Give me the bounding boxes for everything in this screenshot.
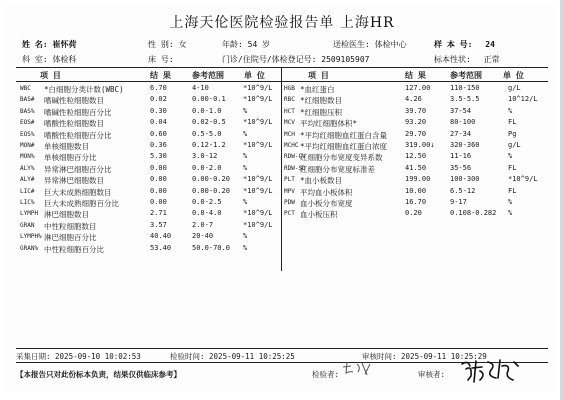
item-range: 9-17 (450, 198, 467, 206)
item-name: 巨大未成熟细胞数目 (44, 187, 112, 197)
item-name: *血小板数目 (300, 176, 343, 186)
item-result: 4.26 (405, 95, 422, 104)
item-unit: % (243, 163, 248, 172)
item-range: 0.00-0.1 (192, 95, 226, 104)
item-name: *血红蛋白 (300, 85, 335, 94)
item-result: 127.00 (405, 84, 431, 92)
item-unit: g/L (508, 141, 521, 149)
item-range: 2.0-7 (192, 220, 214, 229)
item-unit: 10^12/L (508, 95, 538, 104)
item-result: 2.71 (150, 209, 167, 218)
dept-label: 科 室: (22, 55, 48, 64)
item-range: 100-300 (450, 175, 480, 184)
result-row (0, 187, 564, 198)
item-unit: *10^9/L (243, 141, 273, 149)
sex-label: 性 别: (148, 40, 174, 49)
item-name: 红细胞分布宽度变异系数 (300, 153, 383, 163)
item-name: 平均红细胞体积* (300, 119, 358, 129)
item-result: 93.20 (405, 118, 427, 127)
item-unit: % (243, 106, 248, 115)
footer-top-line (16, 348, 548, 349)
item-code: EOS# (20, 119, 35, 127)
item-code: ALY% (20, 164, 35, 172)
item-result: 0.04 (150, 118, 167, 127)
item-range: 37-54 (450, 106, 472, 115)
result-row (0, 130, 564, 141)
item-code: LIC% (20, 199, 35, 206)
item-name: *白细胞分类计数(WBC) (44, 85, 124, 94)
item-code: BAS# (20, 96, 35, 104)
report-note: 【本报告只对此份标本负责，结果仅供临床参考】 (16, 370, 181, 379)
item-result: 10.00 (405, 186, 427, 195)
item-range: 0.00-0.20 (192, 175, 230, 184)
audit-time-label: 审核时间: (362, 352, 397, 361)
item-unit: % (243, 243, 248, 252)
item-result: 0.00 (150, 175, 167, 184)
item-unit: *10^9/L (508, 175, 538, 184)
sample-no-value: 24 (485, 40, 495, 49)
tester-label: 检验者: (312, 370, 340, 379)
item-result: 39.70 (405, 106, 427, 115)
patient-age: 54 岁 (247, 40, 271, 49)
item-result: 0.00 (150, 186, 167, 195)
sex-field (148, 39, 186, 50)
item-unit: *10^9/L (243, 95, 273, 104)
item-unit: *10^9/L (243, 209, 273, 218)
result-row (0, 209, 564, 220)
auditor-signature (458, 356, 524, 386)
receive-value: 2025-09-11 10:25:25 (209, 352, 295, 361)
item-name: 单核细胞数目 (44, 142, 89, 151)
item-result: 12.50 (405, 152, 427, 161)
item-range: 0.02-0.5 (192, 118, 226, 127)
right-header-range: 参考范围 (450, 71, 482, 80)
item-result: 0.00 (150, 198, 167, 206)
sample-prop-value: 正常 (483, 55, 500, 64)
item-result: 199.00 (405, 175, 431, 184)
result-row (0, 141, 564, 152)
item-result: 40.40 (150, 232, 172, 241)
result-row (0, 244, 564, 255)
item-range: 0.0-2.5 (192, 198, 222, 206)
item-unit: % (243, 152, 248, 161)
item-name: 平均血小板体积 (300, 187, 353, 197)
item-result: 16.70 (405, 198, 427, 206)
right-header-result: 结 果 (405, 71, 426, 80)
patient-sex: 女 (178, 40, 187, 49)
item-code: RBC (284, 96, 295, 104)
bed-label: 床 号: (148, 55, 174, 64)
receive-label: 检验时间: (170, 352, 205, 361)
doctor-field (333, 39, 407, 50)
item-name: 中性粒细胞百分比 (44, 244, 104, 254)
table-top-line (16, 67, 548, 68)
left-header-range: 参考范围 (192, 71, 224, 80)
item-result: 53.40 (150, 243, 172, 252)
doctor-label: 送检医生: (333, 40, 370, 49)
item-range: 11-16 (450, 152, 472, 161)
item-range: 35-56 (450, 163, 472, 172)
dept-value: 体检科 (52, 55, 77, 64)
receive-field (170, 351, 295, 362)
result-row (0, 221, 564, 232)
item-range: 0.0-1.0 (192, 106, 222, 115)
item-range: 27-34 (450, 129, 472, 138)
collect-field (16, 351, 141, 362)
item-unit: *10^9/L (243, 220, 273, 229)
result-row (0, 152, 564, 163)
item-name: 血小板压积 (300, 210, 338, 220)
item-result: 0.20 (405, 209, 422, 218)
item-unit: FL (508, 163, 517, 172)
result-row (0, 84, 564, 95)
audit-time-value: 2025-09-11 10:25:29 (401, 352, 487, 361)
item-code: PLT (284, 176, 295, 184)
item-name: 嗜酸性粒细胞百分比 (44, 130, 112, 140)
item-name: 异常淋巴细胞百分比 (44, 164, 112, 174)
item-name: 巨大未成熟细胞百分比 (44, 199, 119, 208)
item-result: 3.57 (150, 220, 167, 229)
age-label: 年龄: (222, 40, 243, 49)
patient-name: 崔怀荷 (52, 40, 77, 49)
item-unit: *10^9/L (243, 84, 273, 92)
item-unit: % (243, 198, 248, 206)
item-range: 80-100 (450, 118, 476, 127)
item-code: GRAN% (20, 244, 39, 252)
item-name: *平均红细胞血红蛋白浓度 (300, 142, 388, 151)
item-unit: FL (508, 118, 517, 127)
item-range: 110-150 (450, 84, 480, 92)
sample-no-field (434, 39, 495, 50)
name-label: 姓 名: (22, 40, 48, 49)
item-range: 6.5-12 (450, 186, 476, 195)
item-unit: FL (508, 186, 517, 195)
report-title: 上海天伦医院检验报告单 上海HR (169, 15, 395, 31)
collect-label: 采集日期: (16, 352, 51, 361)
bed-field (148, 54, 174, 65)
item-name: *红细胞数目 (300, 96, 343, 106)
item-unit: % (243, 232, 248, 241)
item-unit: *10^9/L (243, 186, 273, 195)
result-row (0, 198, 564, 209)
result-row (0, 95, 564, 106)
item-name: *红细胞压积 (300, 107, 343, 117)
table-header-line (16, 81, 548, 82)
item-range: 0.0-2.0 (192, 163, 222, 172)
item-name: 异常淋巴细胞数目 (44, 176, 104, 186)
item-code: ALY# (20, 176, 35, 184)
item-name: *平均红细胞血红蛋白含量 (300, 130, 388, 140)
item-name: 嗜碱性粒细胞百分比 (44, 107, 112, 117)
item-result: 41.50 (405, 163, 427, 172)
item-code: HGB (284, 85, 295, 92)
item-range: 0.12-1.2 (192, 141, 226, 149)
name-field (22, 39, 76, 50)
item-name: 嗜碱性粒细胞数目 (44, 96, 104, 106)
item-code: WBC (20, 85, 31, 92)
sample-prop-field (434, 54, 500, 65)
item-code: LYMPH (20, 210, 39, 218)
item-unit: % (508, 152, 513, 161)
item-name: 血小板分布宽度 (300, 199, 353, 208)
item-code: MCHC (284, 142, 299, 149)
doctor-value: 体检中心 (374, 40, 407, 49)
item-unit: *10^9/L (243, 118, 273, 127)
item-range: 0.5-5.0 (192, 129, 222, 138)
result-row (0, 175, 564, 186)
reg-value: 2509105907 (321, 55, 370, 64)
item-name: 淋巴细胞百分比 (44, 233, 97, 243)
item-code: PCT (284, 210, 295, 218)
item-code: RDW-CV (284, 153, 306, 161)
auditor-label: 审核者: (418, 370, 446, 379)
item-code: EOS% (20, 130, 35, 138)
reg-label: 门诊/住院号/体检登记号: (222, 55, 317, 64)
item-code: MPV (284, 187, 295, 195)
item-result: 0.02 (150, 95, 167, 104)
collect-value: 2025-09-10 10:02:53 (55, 352, 141, 361)
age-field (222, 39, 270, 50)
item-name: 中性粒细胞数目 (44, 221, 97, 231)
item-code: GRAN (20, 221, 35, 229)
item-range: 3.0-12 (192, 152, 218, 161)
item-unit: *10^9/L (243, 175, 273, 184)
sample-prop-label: 标本性状: (434, 55, 471, 64)
item-code: HCT (284, 107, 295, 115)
item-range: 50.0-70.0 (192, 243, 230, 252)
item-range: 0.00-0.20 (192, 186, 230, 195)
item-name: 淋巴细胞数目 (44, 210, 89, 220)
item-result: 5.30 (150, 152, 167, 161)
item-unit: Pg (508, 129, 517, 138)
item-name: 嗜酸性粒细胞数目 (44, 119, 104, 129)
result-row (0, 232, 564, 243)
item-code: MCH (284, 130, 295, 138)
item-code: PDW (284, 199, 295, 206)
item-code: MCV (284, 119, 295, 127)
item-unit: % (243, 129, 248, 138)
item-result: 0.60 (150, 129, 167, 138)
result-row (0, 118, 564, 129)
item-unit: % (508, 198, 513, 206)
item-code: MON% (20, 153, 35, 161)
item-code: BAS% (20, 107, 35, 115)
left-header-result: 结 果 (150, 71, 171, 80)
item-result: 0.30 (150, 106, 167, 115)
item-range: 320-360 (450, 141, 480, 149)
right-header-unit: 单 位 (503, 71, 524, 80)
item-name: 单核细胞百分比 (44, 153, 97, 163)
item-name: 红细胞分布宽度标准差 (300, 164, 375, 174)
item-result: 29.70 (405, 129, 427, 138)
reg-field (222, 54, 369, 65)
result-row (0, 107, 564, 118)
right-header-item: 项 目 (308, 71, 329, 80)
item-code: RDW-SD (284, 164, 306, 172)
item-code: LYMPH% (20, 233, 42, 241)
item-range: 0.108-0.282 (450, 209, 497, 218)
item-result: 0.36 (150, 141, 167, 149)
item-range: 4-10 (192, 84, 209, 92)
item-code: LIC# (20, 187, 35, 195)
item-range: 0.8-4.0 (192, 209, 222, 218)
result-row (0, 164, 564, 175)
item-code: MON# (20, 142, 35, 149)
item-result: 319.00↓ (405, 141, 435, 149)
left-header-unit: 单 位 (244, 71, 265, 80)
item-result: 6.70 (150, 84, 167, 92)
item-result: 0.00 (150, 163, 167, 172)
item-range: 3.5-5.5 (450, 95, 480, 104)
dept-field (22, 54, 76, 65)
tester-signature (340, 358, 376, 380)
sample-no-label: 样 本 号: (434, 40, 473, 49)
item-unit: % (508, 106, 513, 115)
left-header-item: 项 目 (40, 71, 61, 80)
item-unit: g/L (508, 84, 521, 92)
item-range: 20-40 (192, 232, 214, 241)
item-unit: % (508, 209, 513, 218)
